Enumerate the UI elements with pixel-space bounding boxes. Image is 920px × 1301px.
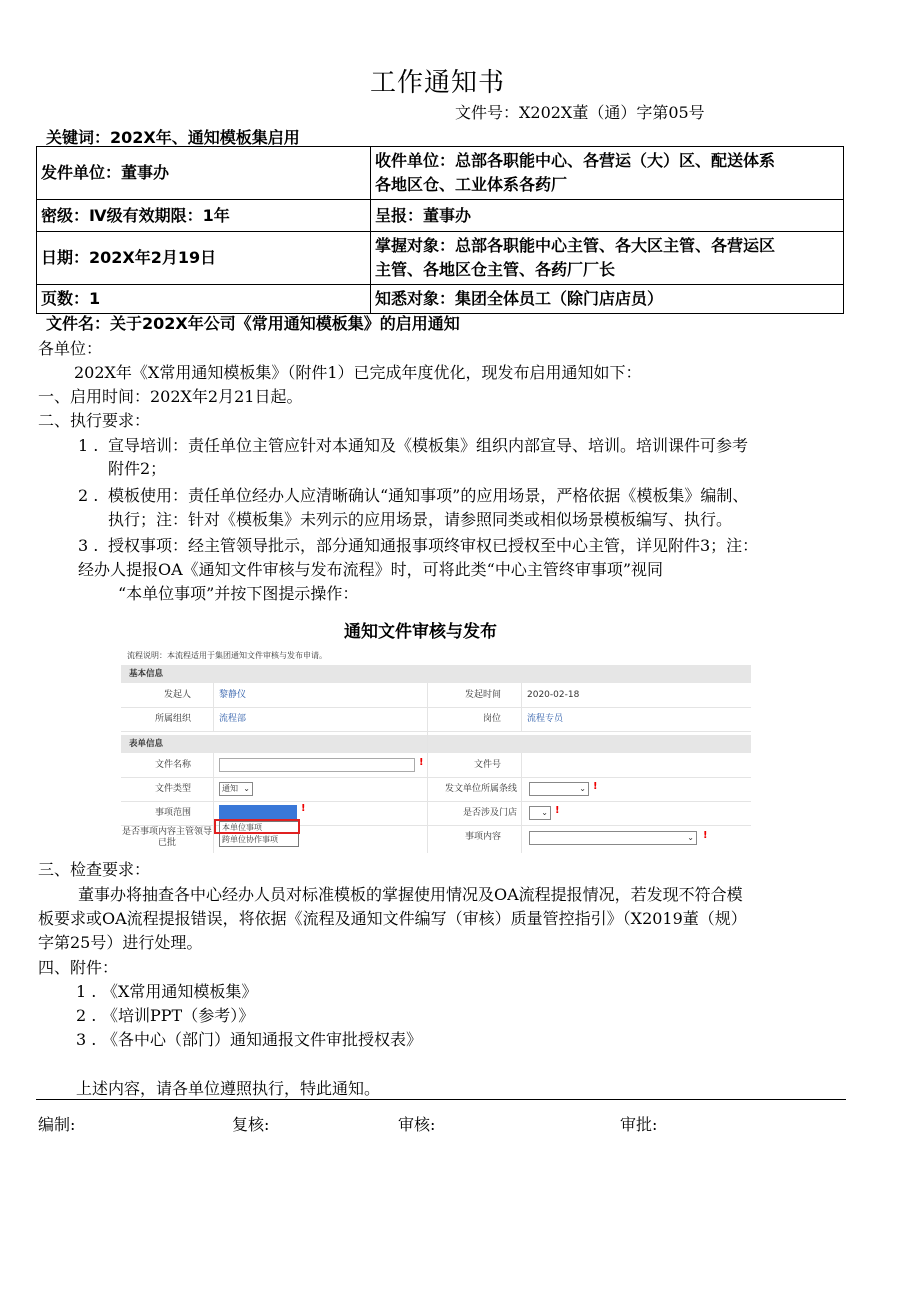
initiate-time-label: 发起时间 bbox=[464, 690, 501, 700]
req-2-line2: 执行；注：针对《模板集》未列示的应用场景，请参照同类或相似场景模板编写、执行。 bbox=[108, 510, 733, 529]
line-select[interactable] bbox=[529, 782, 589, 796]
initiator-label: 发起人 bbox=[163, 690, 191, 700]
check-line2: 板要求或OA流程提报错误，将依据《流程及通知文件编写（审核）质量管控指引》（X2019董（规） bbox=[38, 909, 747, 928]
scope-label: 事项范围 bbox=[154, 808, 191, 818]
line-label: 发文单位所属条线 bbox=[444, 784, 517, 794]
attachment-2-number: 2 . bbox=[76, 1006, 97, 1025]
report-cell bbox=[371, 200, 844, 232]
store-select[interactable] bbox=[529, 806, 551, 820]
req-3-line2: 经办人提报OA《通知文件审核与发布流程》时，可将此类“中心主管终审事项”视同 bbox=[78, 560, 664, 579]
section-2-heading: 二、执行要求： bbox=[38, 411, 151, 430]
content-select[interactable] bbox=[529, 831, 697, 845]
file-name-input[interactable] bbox=[219, 758, 415, 772]
check-line3: 字第25号）进行处理。 bbox=[38, 933, 203, 952]
master-line1: 掌握对象：总部各职能中心主管、各大区主管、各营运区 bbox=[375, 236, 776, 255]
required-mark: ! bbox=[419, 757, 424, 768]
ftype-row bbox=[121, 777, 751, 802]
salutation: 各单位： bbox=[38, 339, 103, 358]
option-cross-unit[interactable]: 跨单位协作事项 bbox=[222, 835, 278, 844]
basic-info-header: 基本信息 bbox=[121, 665, 751, 683]
attachment-3-number: 3 . bbox=[76, 1030, 97, 1049]
file-type-select[interactable] bbox=[219, 782, 253, 796]
file-type-value: 通知 bbox=[222, 784, 238, 793]
issue-date: 日期：202X年2月19日 bbox=[41, 248, 217, 267]
aware-cell bbox=[371, 285, 844, 314]
attachment-2: 《培训PPT（参考）》 bbox=[102, 1006, 255, 1025]
sig-audit: 审核: bbox=[398, 1115, 436, 1134]
grid-line bbox=[521, 683, 522, 731]
grid-line bbox=[213, 753, 214, 853]
intro-paragraph: 202X年《X常用通知模板集》（附件1）已完成年度优化，现发布启用通知如下： bbox=[74, 363, 642, 382]
receiver-line1: 收件单位：总部各职能中心、各营运（大）区、配送体系 bbox=[375, 151, 776, 170]
receiver-line2: 各地区仓、工业体系各药厂 bbox=[375, 175, 568, 194]
document-title: 工作通知书 bbox=[370, 68, 506, 98]
approved-label bbox=[121, 827, 213, 849]
req-3-line1: 授权事项：经主管领导批示，部分通知通报事项终审权已授权至中心主管，详见附件3；注： bbox=[108, 536, 759, 555]
chevron-down-icon: ⌄ bbox=[687, 833, 694, 842]
sig-review: 复核: bbox=[232, 1115, 270, 1134]
master-cell bbox=[371, 232, 844, 285]
grid-line bbox=[427, 683, 428, 853]
grid-line bbox=[521, 753, 522, 853]
approved-label-line1: 是否事项内容主管领导 bbox=[121, 827, 212, 837]
master-line2: 主管、各地区仓主管、各药厂厂长 bbox=[375, 260, 616, 279]
post-value[interactable]: 流程专员 bbox=[527, 714, 564, 724]
grid-line bbox=[213, 683, 214, 731]
section-4-heading: 四、附件： bbox=[38, 958, 119, 977]
page-count: 页数：1 bbox=[41, 289, 101, 308]
initiator-row bbox=[121, 683, 751, 708]
required-mark: ! bbox=[301, 803, 306, 814]
chevron-down-icon: ⌄ bbox=[243, 784, 250, 793]
req-3-number: 3 . bbox=[78, 536, 99, 555]
fname-row bbox=[121, 753, 751, 778]
attachment-1: 《X常用通知模板集》 bbox=[102, 982, 258, 1001]
section-3-heading: 三、检查要求： bbox=[38, 860, 151, 879]
sender-cell bbox=[37, 147, 371, 200]
required-mark: ! bbox=[703, 830, 708, 841]
file-no-label: 文件号 bbox=[473, 760, 501, 770]
req-1-line2: 附件2； bbox=[108, 459, 167, 478]
meta-table bbox=[36, 146, 844, 314]
org-value[interactable]: 流程部 bbox=[219, 714, 247, 724]
attachment-3: 《各中心（部门）通知通报文件审批授权表》 bbox=[102, 1030, 423, 1049]
chevron-down-icon: ⌄ bbox=[541, 808, 548, 817]
security-cell bbox=[37, 200, 371, 232]
check-line1: 董事办将抽查各中心经办人员对标准模板的掌握使用情况及OA流程提报情况，若发现不符合模 bbox=[78, 885, 743, 904]
initiator-value[interactable]: 黎静仪 bbox=[219, 690, 247, 700]
aware-targets: 知悉对象：集团全体员工（除门店店员） bbox=[375, 289, 664, 308]
oa-form-screenshot bbox=[121, 645, 751, 855]
security-level: 密级：Ⅳ级有效期限：1年 bbox=[41, 205, 230, 225]
org-row bbox=[121, 707, 751, 732]
file-name: 文件名：关于202X年公司《常用通知模板集》的启用通知 bbox=[46, 314, 460, 333]
chevron-down-icon: ⌄ bbox=[579, 784, 586, 793]
highlight-box bbox=[214, 819, 300, 834]
sender: 发件单位：董事办 bbox=[41, 163, 170, 182]
required-mark: ! bbox=[555, 805, 560, 816]
document-number: 文件号：X202X董（通）字第05号 bbox=[455, 103, 705, 122]
report-to: 呈报：董事办 bbox=[375, 205, 472, 225]
req-3-line3: “本单位事项”并按下图提示操作： bbox=[118, 584, 359, 603]
footer-divider bbox=[36, 1099, 846, 1100]
section-1: 一、启用时间：202X年2月21日起。 bbox=[38, 387, 303, 406]
req-2-line1: 模板使用：责任单位经办人应清晰确认“通知事项”的应用场景，严格依据《模板集》编制、 bbox=[108, 486, 749, 505]
approved-label-line2: 已批 bbox=[157, 838, 176, 848]
date-cell bbox=[37, 232, 371, 285]
figure-title: 通知文件审核与发布 bbox=[344, 622, 497, 642]
attachment-1-number: 1 . bbox=[76, 982, 97, 1001]
post-label: 岗位 bbox=[482, 714, 501, 724]
file-name-label: 文件名称 bbox=[154, 760, 191, 770]
keywords: 关键词：202X年、通知模板集启用 bbox=[46, 128, 300, 147]
closing-line: 上述内容，请各单位遵照执行，特此通知。 bbox=[76, 1079, 381, 1098]
form-info-header: 表单信息 bbox=[121, 735, 751, 753]
req-1-number: 1 . bbox=[78, 436, 99, 455]
pages-cell bbox=[37, 285, 371, 314]
req-2-number: 2 . bbox=[78, 486, 99, 505]
sig-approve: 审批: bbox=[620, 1115, 658, 1134]
option-own-unit[interactable]: 本单位事项 bbox=[222, 823, 262, 832]
flow-description: 流程说明：本流程适用于集团通知文件审核与发布申请。 bbox=[127, 651, 327, 660]
initiate-time-value: 2020-02-18 bbox=[527, 690, 580, 700]
org-label: 所属组织 bbox=[154, 714, 191, 724]
store-label: 是否涉及门店 bbox=[462, 808, 517, 818]
sig-edit: 编制: bbox=[38, 1115, 76, 1134]
scope-select[interactable] bbox=[219, 805, 297, 819]
content-label: 事项内容 bbox=[464, 832, 501, 842]
receiver-cell bbox=[371, 147, 844, 200]
file-type-label: 文件类型 bbox=[154, 784, 191, 794]
required-mark: ! bbox=[593, 781, 598, 792]
req-1-line1: 宣导培训：责任单位主管应针对本通知及《模板集》组织内部宣导、培训。培训课件可参考 bbox=[108, 436, 749, 455]
